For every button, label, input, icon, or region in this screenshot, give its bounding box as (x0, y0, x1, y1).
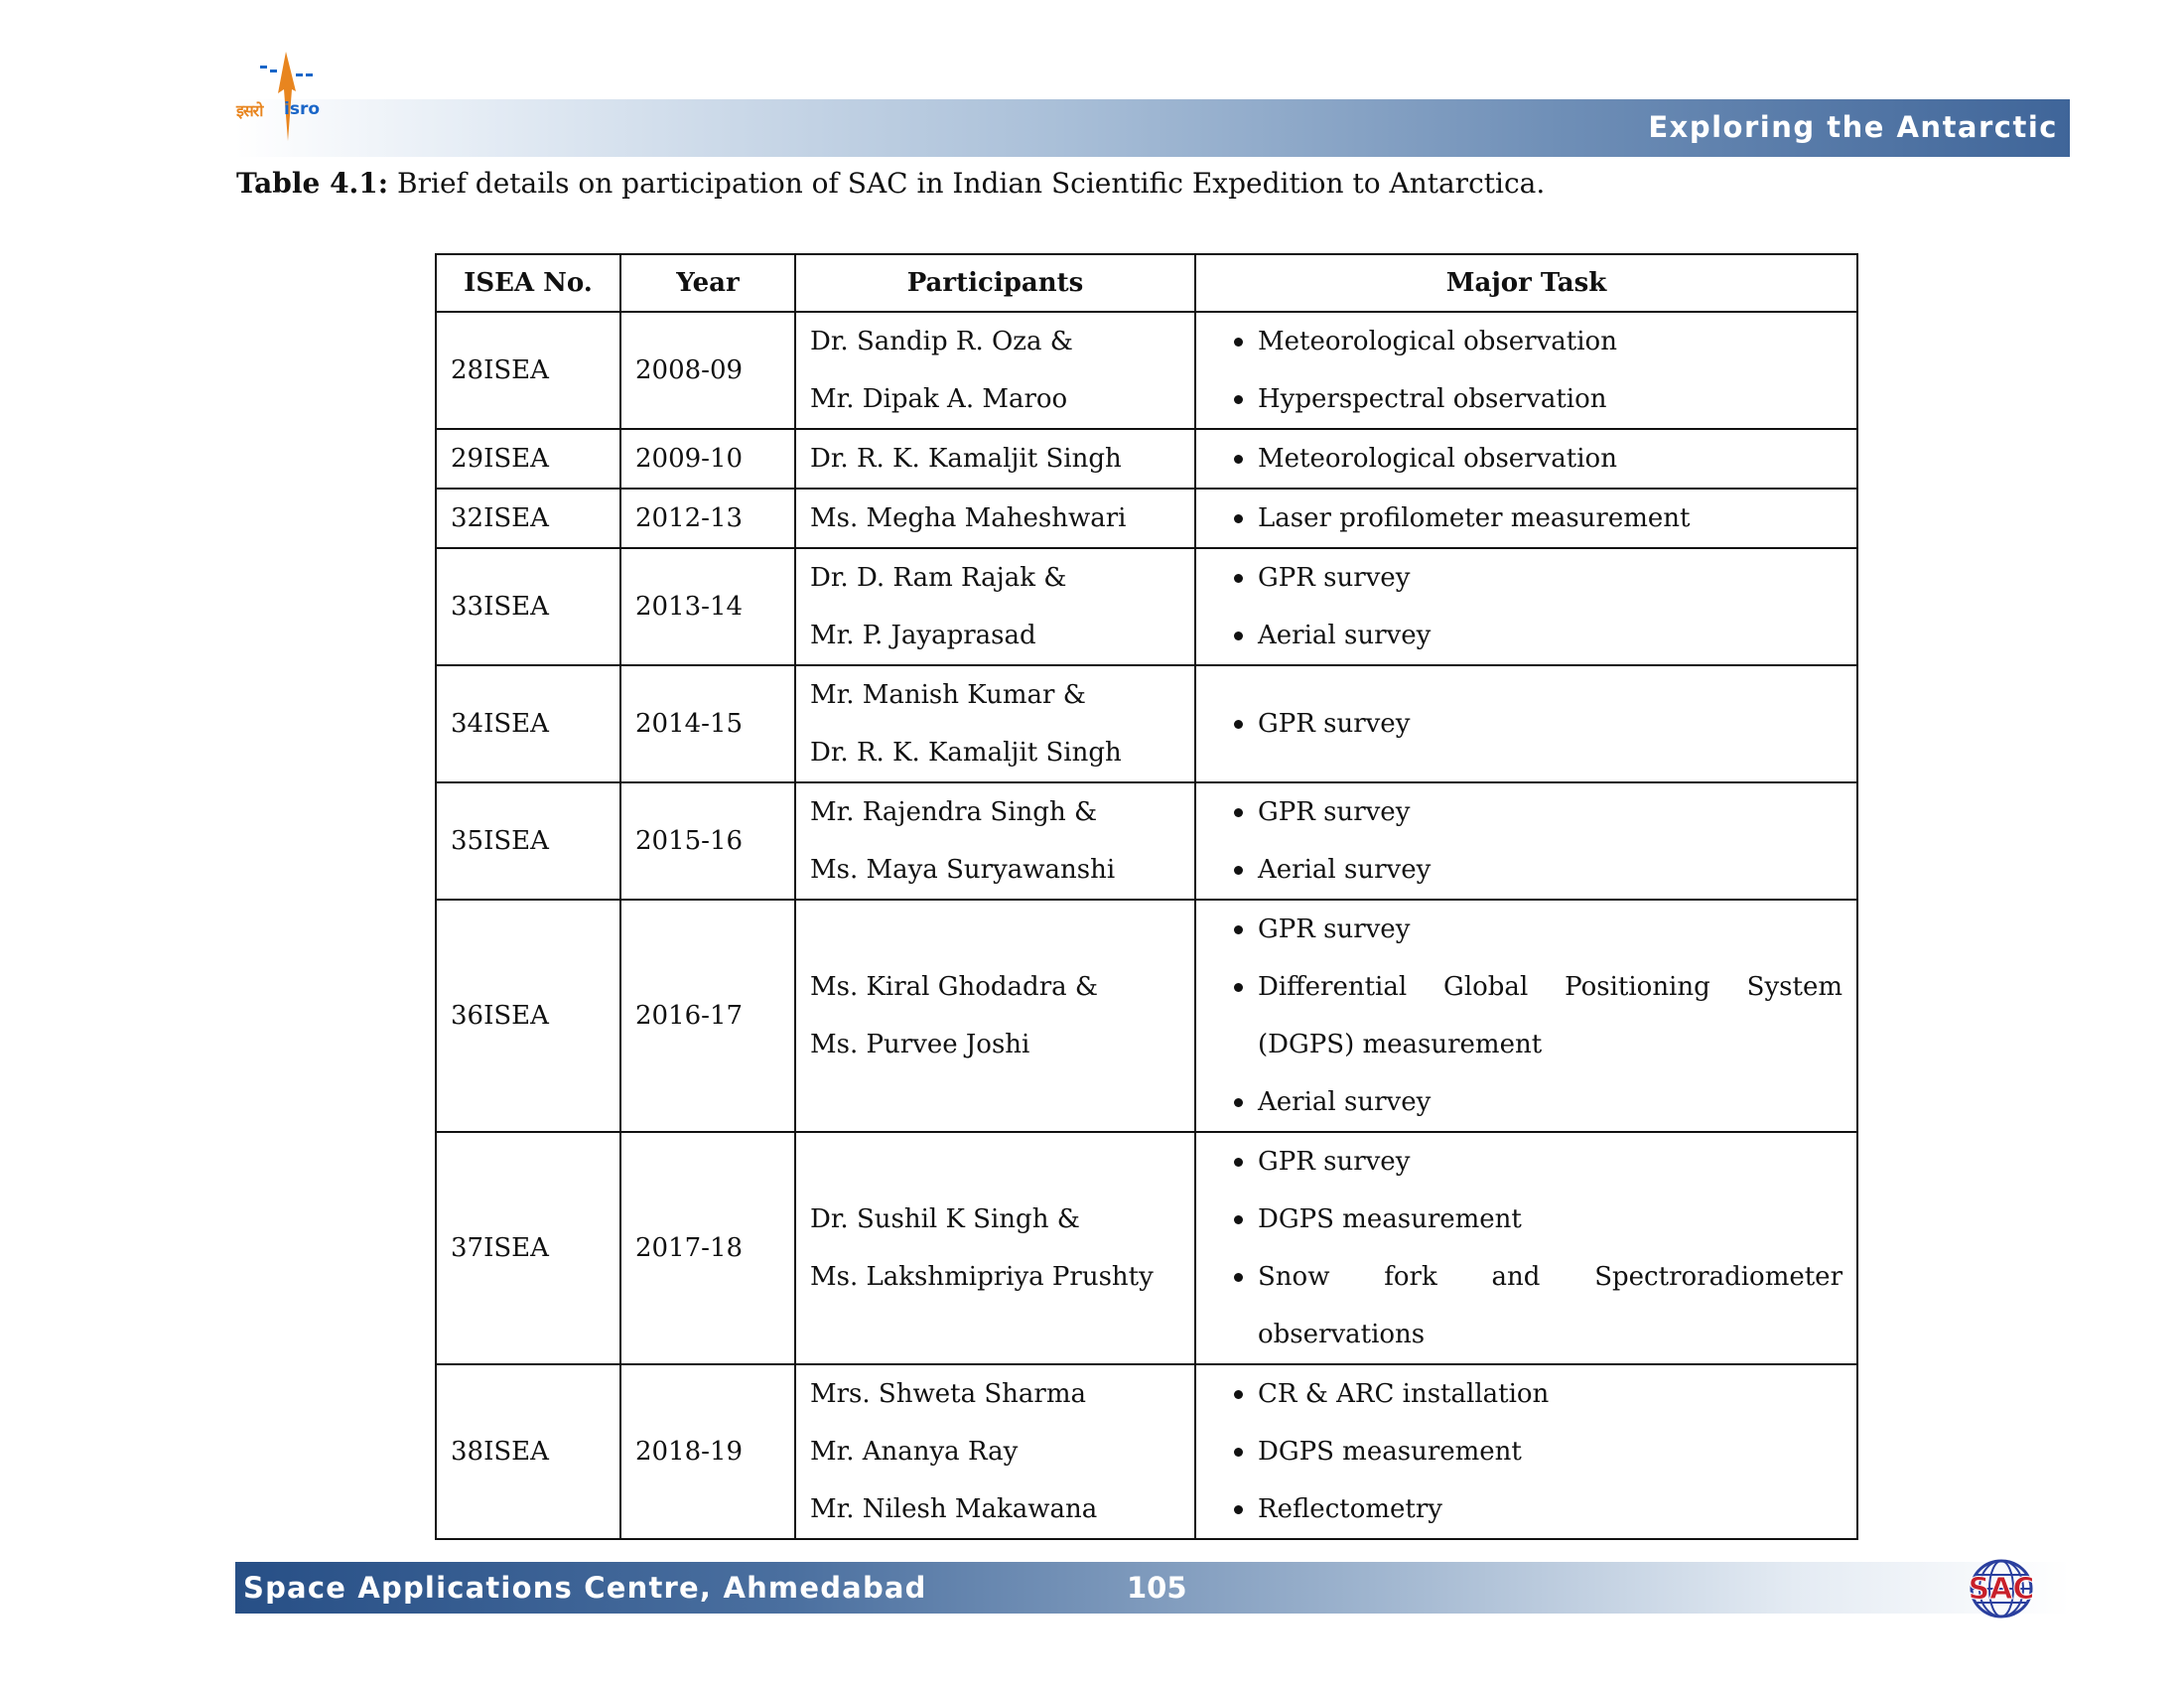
cell-year: 2016-17 (620, 900, 795, 1132)
header-isea-no: ISEA No. (436, 254, 620, 312)
cell-major-task (1195, 900, 1857, 1132)
cell-major-task (1195, 548, 1857, 665)
cell-participants (795, 900, 1195, 1132)
participant-name: Dr. D. Ram Rajak & (810, 563, 1067, 593)
task-list (1210, 549, 1843, 664)
table-row (436, 489, 1857, 548)
cell-isea-no: 34ISEA (436, 665, 620, 782)
cell-major-task (1195, 665, 1857, 782)
cell-major-task (1195, 489, 1857, 548)
cell-participants (795, 665, 1195, 782)
cell-isea-no: 35ISEA (436, 782, 620, 900)
task-list (1210, 430, 1843, 488)
cell-participants (795, 312, 1195, 429)
task-item: Differential Global Positioning System (DGPS) measurement (1210, 958, 1843, 1073)
participant-name: Dr. Sandip R. Oza & (810, 327, 1073, 356)
header-year: Year (620, 254, 795, 312)
participant-name: Mr. Manish Kumar & (810, 680, 1086, 710)
cell-year: 2013-14 (620, 548, 795, 665)
isro-logo-hindi: इसरो (236, 101, 263, 120)
table-row (436, 548, 1857, 665)
task-item: Laser profilometer measurement (1210, 490, 1843, 547)
sac-logo-text: SAC (1968, 1572, 2035, 1607)
cell-year: 2012-13 (620, 489, 795, 548)
task-item: GPR survey (1210, 549, 1843, 607)
participant-name: Dr. R. K. Kamaljit Singh (810, 738, 1122, 768)
task-item: GPR survey (1210, 783, 1843, 841)
task-list (1210, 901, 1843, 1131)
task-item: Aerial survey (1210, 1073, 1843, 1131)
sac-emblem-icon (1944, 1559, 2055, 1618)
task-item: DGPS measurement (1210, 1191, 1843, 1248)
task-item: Meteorological observation (1210, 313, 1843, 370)
cell-participants (795, 1364, 1195, 1539)
task-item: Snow fork and Spectroradiometer observations (1210, 1248, 1843, 1363)
task-list (1210, 783, 1843, 899)
table-row (436, 1364, 1857, 1539)
table-row (436, 1132, 1857, 1364)
participant-name: Mr. P. Jayaprasad (810, 621, 1036, 650)
task-list (1210, 695, 1843, 753)
cell-participants (795, 429, 1195, 489)
cell-participants (795, 548, 1195, 665)
cell-isea-no: 28ISEA (436, 312, 620, 429)
sac-logo (1944, 1559, 2055, 1618)
cell-participants (795, 1132, 1195, 1364)
participant-name: Ms. Lakshmipriya Prushty (810, 1262, 1154, 1292)
header-participants: Participants (795, 254, 1195, 312)
table-row (436, 429, 1857, 489)
isro-logo-latin: isro (284, 99, 321, 119)
task-item: GPR survey (1210, 695, 1843, 753)
table-caption (236, 167, 1545, 200)
task-list (1210, 1365, 1843, 1538)
task-list (1210, 490, 1843, 547)
cell-isea-no: 37ISEA (436, 1132, 620, 1364)
cell-major-task (1195, 312, 1857, 429)
table-row (436, 782, 1857, 900)
task-item: GPR survey (1210, 901, 1843, 958)
cell-year: 2015-16 (620, 782, 795, 900)
participant-name: Mr. Rajendra Singh & (810, 797, 1098, 827)
participant-name: Ms. Maya Suryawanshi (810, 855, 1116, 885)
expedition-table (435, 253, 1858, 1540)
isro-logo (234, 50, 343, 141)
task-item: Aerial survey (1210, 607, 1843, 664)
cell-participants (795, 782, 1195, 900)
header-title: Exploring the Antarctic (1648, 110, 2058, 144)
header-band (235, 99, 2070, 157)
participant-name: Mr. Dipak A. Maroo (810, 384, 1068, 414)
table-body (436, 312, 1857, 1539)
table-row (436, 312, 1857, 429)
cell-isea-no: 38ISEA (436, 1364, 620, 1539)
participant-name: Mrs. Shweta Sharma (810, 1379, 1086, 1409)
cell-isea-no: 32ISEA (436, 489, 620, 548)
caption-label: Table 4.1: (236, 167, 389, 200)
cell-isea-no: 33ISEA (436, 548, 620, 665)
participant-name: Dr. R. K. Kamaljit Singh (810, 444, 1122, 474)
page-number: 105 (1127, 1571, 1187, 1605)
participant-name: Ms. Kiral Ghodadra & (810, 972, 1099, 1002)
isro-rocket-icon (234, 50, 343, 141)
task-item: Reflectometry (1210, 1480, 1843, 1538)
cell-year: 2018-19 (620, 1364, 795, 1539)
task-item: Hyperspectral observation (1210, 370, 1843, 428)
task-item: DGPS measurement (1210, 1423, 1843, 1480)
header-major-task: Major Task (1195, 254, 1857, 312)
cell-major-task (1195, 1364, 1857, 1539)
cell-year: 2014-15 (620, 665, 795, 782)
task-list (1210, 1133, 1843, 1363)
cell-year: 2017-18 (620, 1132, 795, 1364)
cell-major-task (1195, 782, 1857, 900)
table-header-row (436, 254, 1857, 312)
table-row (436, 900, 1857, 1132)
cell-participants (795, 489, 1195, 548)
task-item: Meteorological observation (1210, 430, 1843, 488)
footer-organization: Space Applications Centre, Ahmedabad (243, 1571, 927, 1605)
participant-name: Dr. Sushil K Singh & (810, 1204, 1080, 1234)
participant-name: Ms. Purvee Joshi (810, 1030, 1030, 1059)
cell-major-task (1195, 429, 1857, 489)
task-list (1210, 313, 1843, 428)
task-item: GPR survey (1210, 1133, 1843, 1191)
cell-isea-no: 36ISEA (436, 900, 620, 1132)
cell-isea-no: 29ISEA (436, 429, 620, 489)
caption-text: Brief details on participation of SAC in Indian Scientific Expedition to Antarctica. (388, 167, 1546, 200)
participant-name: Mr. Ananya Ray (810, 1437, 1019, 1467)
cell-year: 2009-10 (620, 429, 795, 489)
task-item: Aerial survey (1210, 841, 1843, 899)
participant-name: Mr. Nilesh Makawana (810, 1494, 1098, 1524)
participant-name: Ms. Megha Maheshwari (810, 503, 1127, 533)
cell-year: 2008-09 (620, 312, 795, 429)
task-item: CR & ARC installation (1210, 1365, 1843, 1423)
table-row (436, 665, 1857, 782)
cell-major-task (1195, 1132, 1857, 1364)
footer-band (235, 1562, 2070, 1614)
